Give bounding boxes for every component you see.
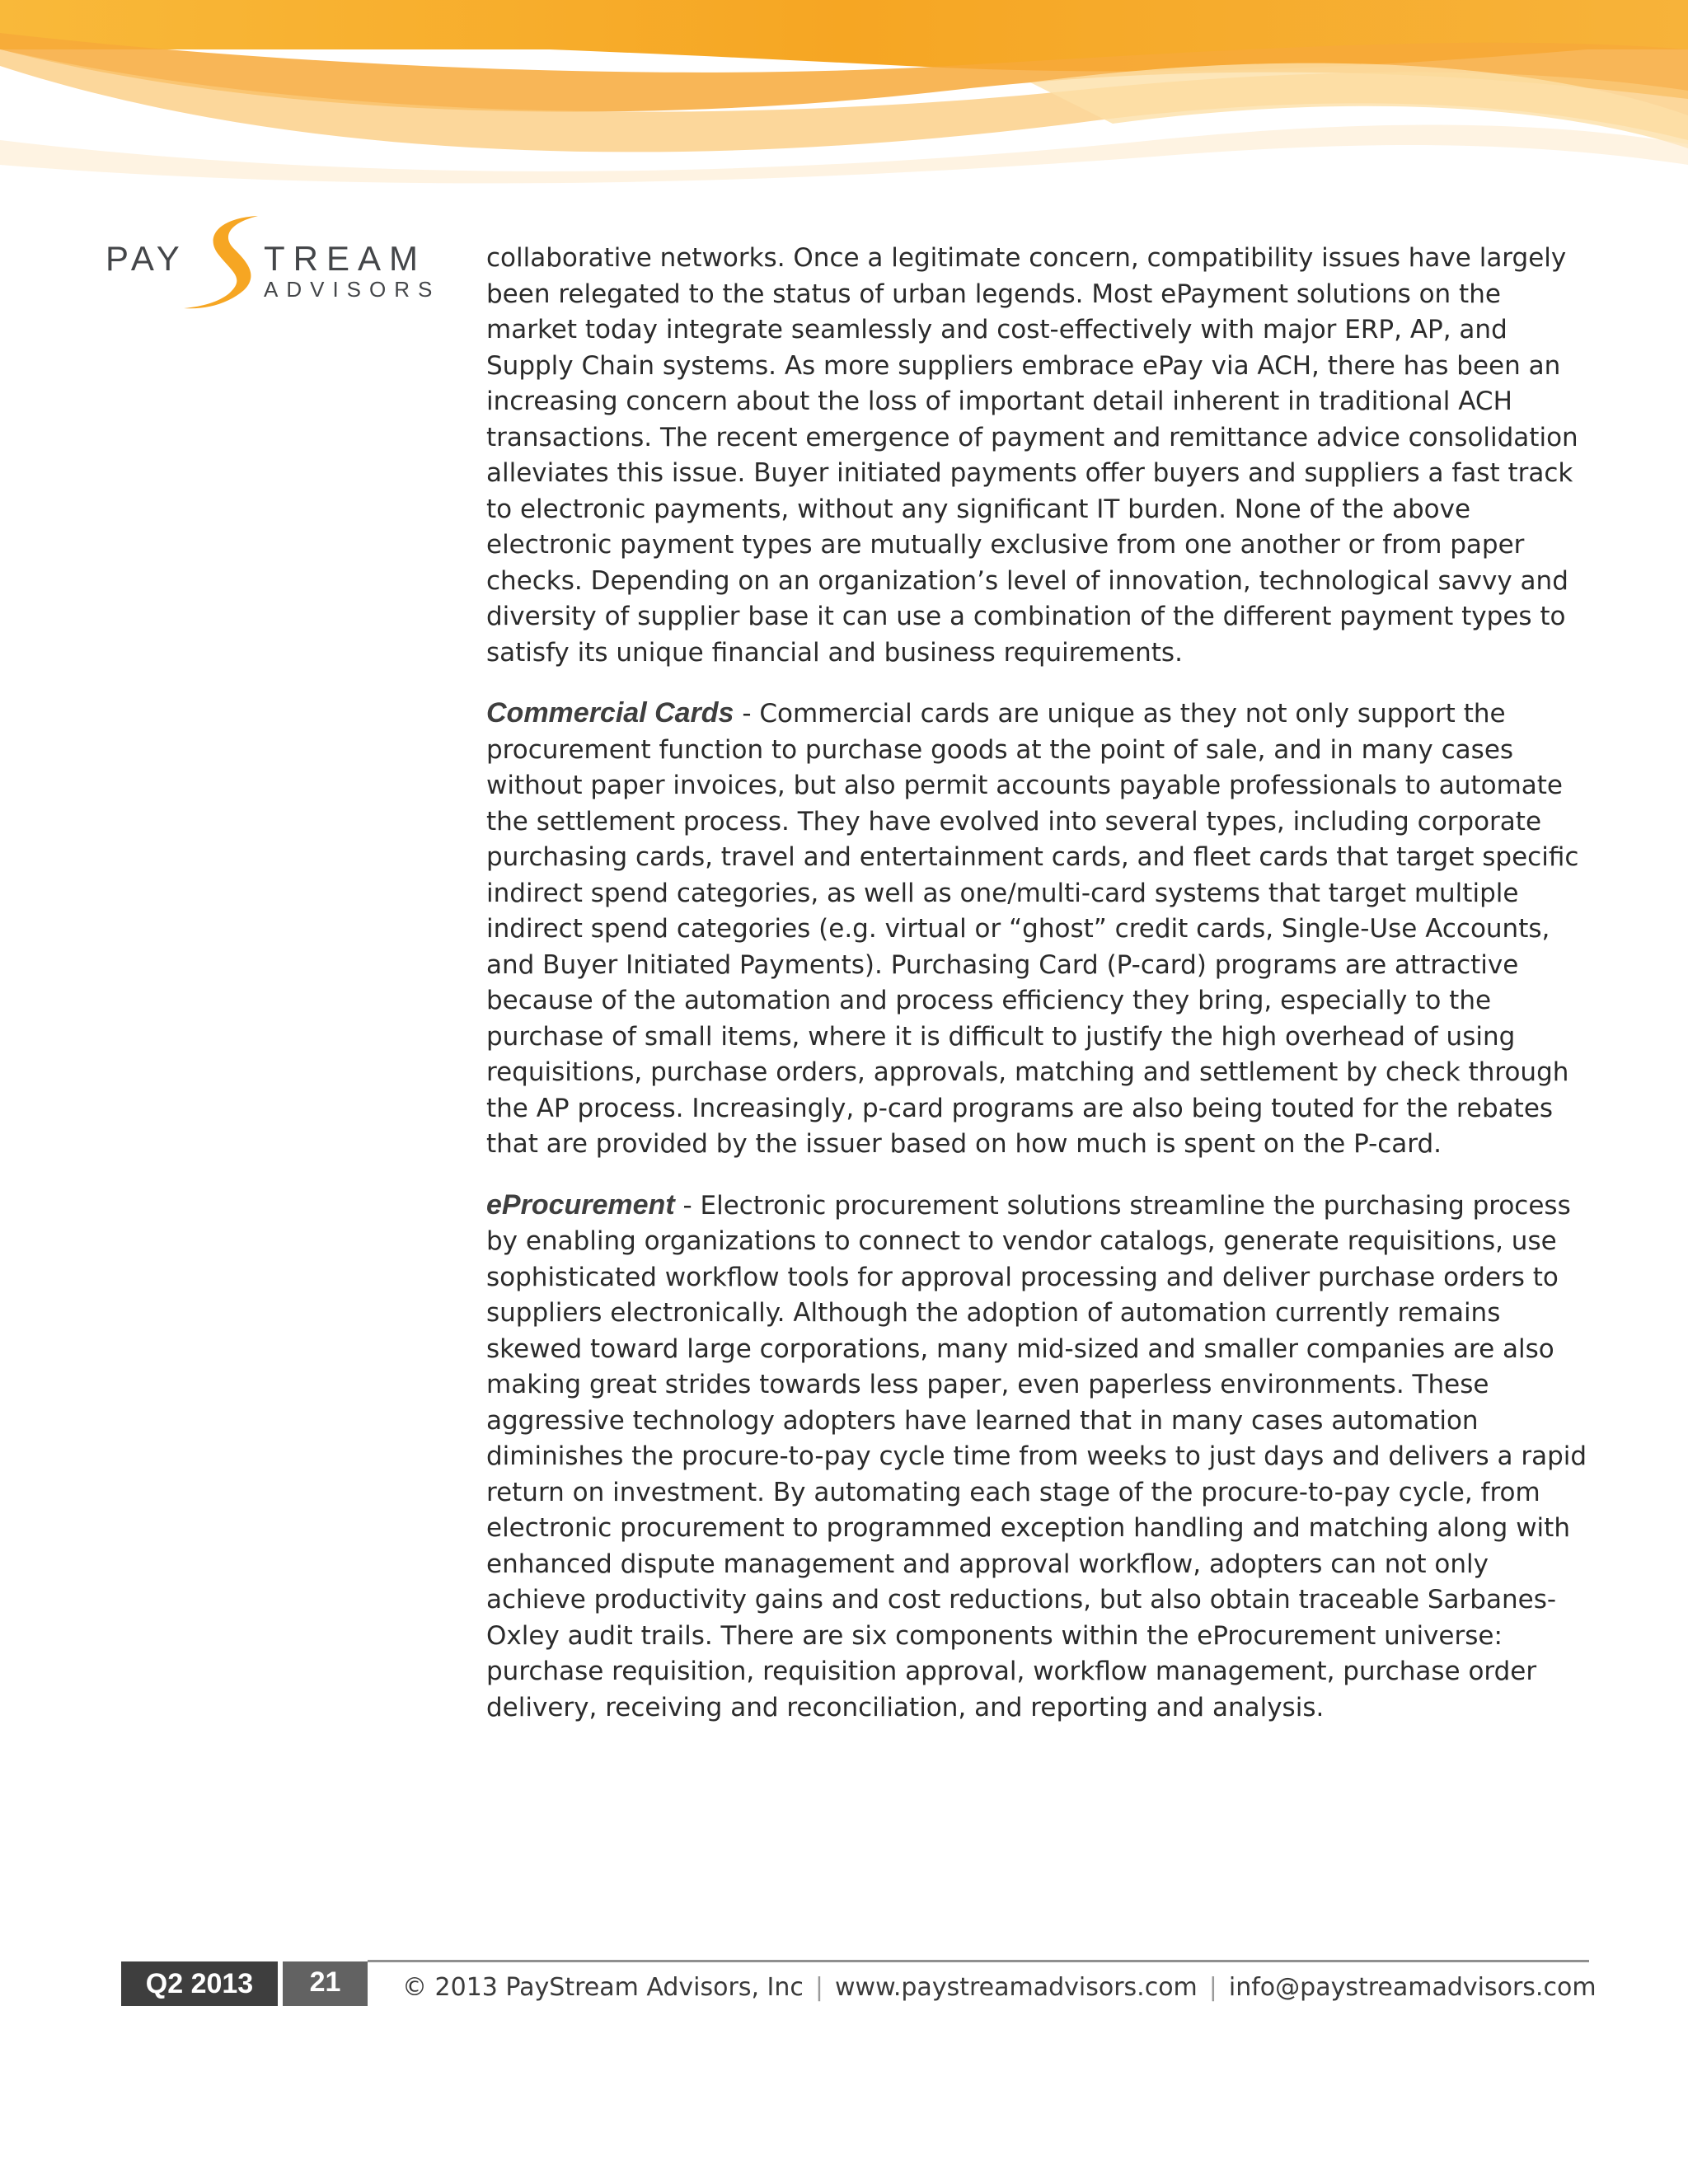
- header-wave-banner: [0, 0, 1688, 198]
- logo-pay-text: PAY: [106, 239, 185, 278]
- footer-page-number: 21: [283, 1961, 368, 2006]
- paragraph-eprocurement: [486, 1188, 1591, 1727]
- paystream-logo: [106, 206, 441, 313]
- logo-advisors-text: ADVISORS: [264, 277, 441, 302]
- paragraph-text: collaborative networks. Once a legitimate concern, compatibility issues have largely been relegated to the status of urban legends. Most ePayment solutions on the market today integrate seamlessly and cost-effectively with major ERP, AP, and Supply Chain systems. As more suppliers embrace ePay via ACH, there has been an increasing concern about the loss of important detail inherent in traditional ACH transactions. The recent emergence of payment and remittance advice consolidation alleviates this issue. Buyer initiated payments offer buyers and suppliers a fast track to electronic payments, without any significant IT burden. None of the above electronic payment types are mutually exclusive from one another or from paper checks. Depending on an organization’s level of innovation, technological savvy and diversity of supplier base it can use a combination of the different payment types to satisfy its unique financial and business requirements.: [486, 243, 1578, 668]
- logo-tream-text: TREAM: [264, 239, 426, 278]
- paragraph-commercial-cards: [486, 696, 1591, 1163]
- footer-separator: |: [814, 1973, 823, 2002]
- footer-website-link[interactable]: www.paystreamadvisors.com: [835, 1973, 1198, 2002]
- section-heading-commercial-cards: Commercial Cards: [486, 697, 734, 729]
- paragraph-payment-networks: [486, 241, 1591, 671]
- article-body: [486, 241, 1591, 1750]
- footer-divider: [368, 1960, 1589, 1962]
- paragraph-text: - Electronic procurement solutions streamline the purchasing process by enabling organizations to connect to vendor catalogs, generate requisitions, use sophisticated workflow tools for approval processing and deliver purchase orders to suppliers electronically. Although the adoption of automation currently remains skewed toward large corporations, many mid-sized and smaller companies are also making great strides towards less paper, even paperless environments. These aggressive technology adopters have learned that in many cases automation diminishes the procure-to-pay cycle time from weeks to just days and delivers a rapid return on investment. By automating each stage of the procure-to-pay cycle, from electronic procurement to programmed exception handling and matching along with enhanced dispute management and approval workflow, adopters can not only achieve productivity gains and cost reductions, but also obtain traceable Sarbanes-Oxley audit trails. There are six components within the eProcurement universe: purchase requisition, requisition approval, workflow management, purchase order delivery, receiving and reconciliation, and reporting and analysis.: [486, 1190, 1587, 1722]
- footer-contact-line: [402, 1971, 1597, 2004]
- footer-email-link[interactable]: info@paystreamadvisors.com: [1228, 1973, 1597, 2002]
- paragraph-text: - Commercial cards are unique as they not only support the procurement function to purchase goods at the point of sale, and in many cases without paper invoices, but also permit accounts payable professionals to automate the settlement process. They have evolved into several types, including corporate purchasing cards, travel and entertainment cards, and fleet cards that target specific indirect spend categories, as well as one/multi-card systems that target multiple indirect spend categories (e.g. virtual or “ghost” credit cards, Single-Use Accounts, and Buyer Initiated Payments). Purchasing Card (P-card) programs are attractive because of the automation and process efficiency they bring, especially to the purchase of small items, where it is difficult to justify the high overhead of using requisitions, purchase orders, approvals, matching and settlement by check through the AP process. Increasingly, p-card programs are also being touted for the rebates that are provided by the issuer based on how much is spent on the P-card.: [486, 699, 1579, 1159]
- footer-quarter-badge: Q2 2013: [121, 1961, 278, 2006]
- footer-separator: |: [1208, 1973, 1217, 2002]
- footer-copyright: © 2013 PayStream Advisors, Inc: [402, 1973, 804, 2002]
- section-heading-eprocurement: eProcurement: [486, 1188, 675, 1221]
